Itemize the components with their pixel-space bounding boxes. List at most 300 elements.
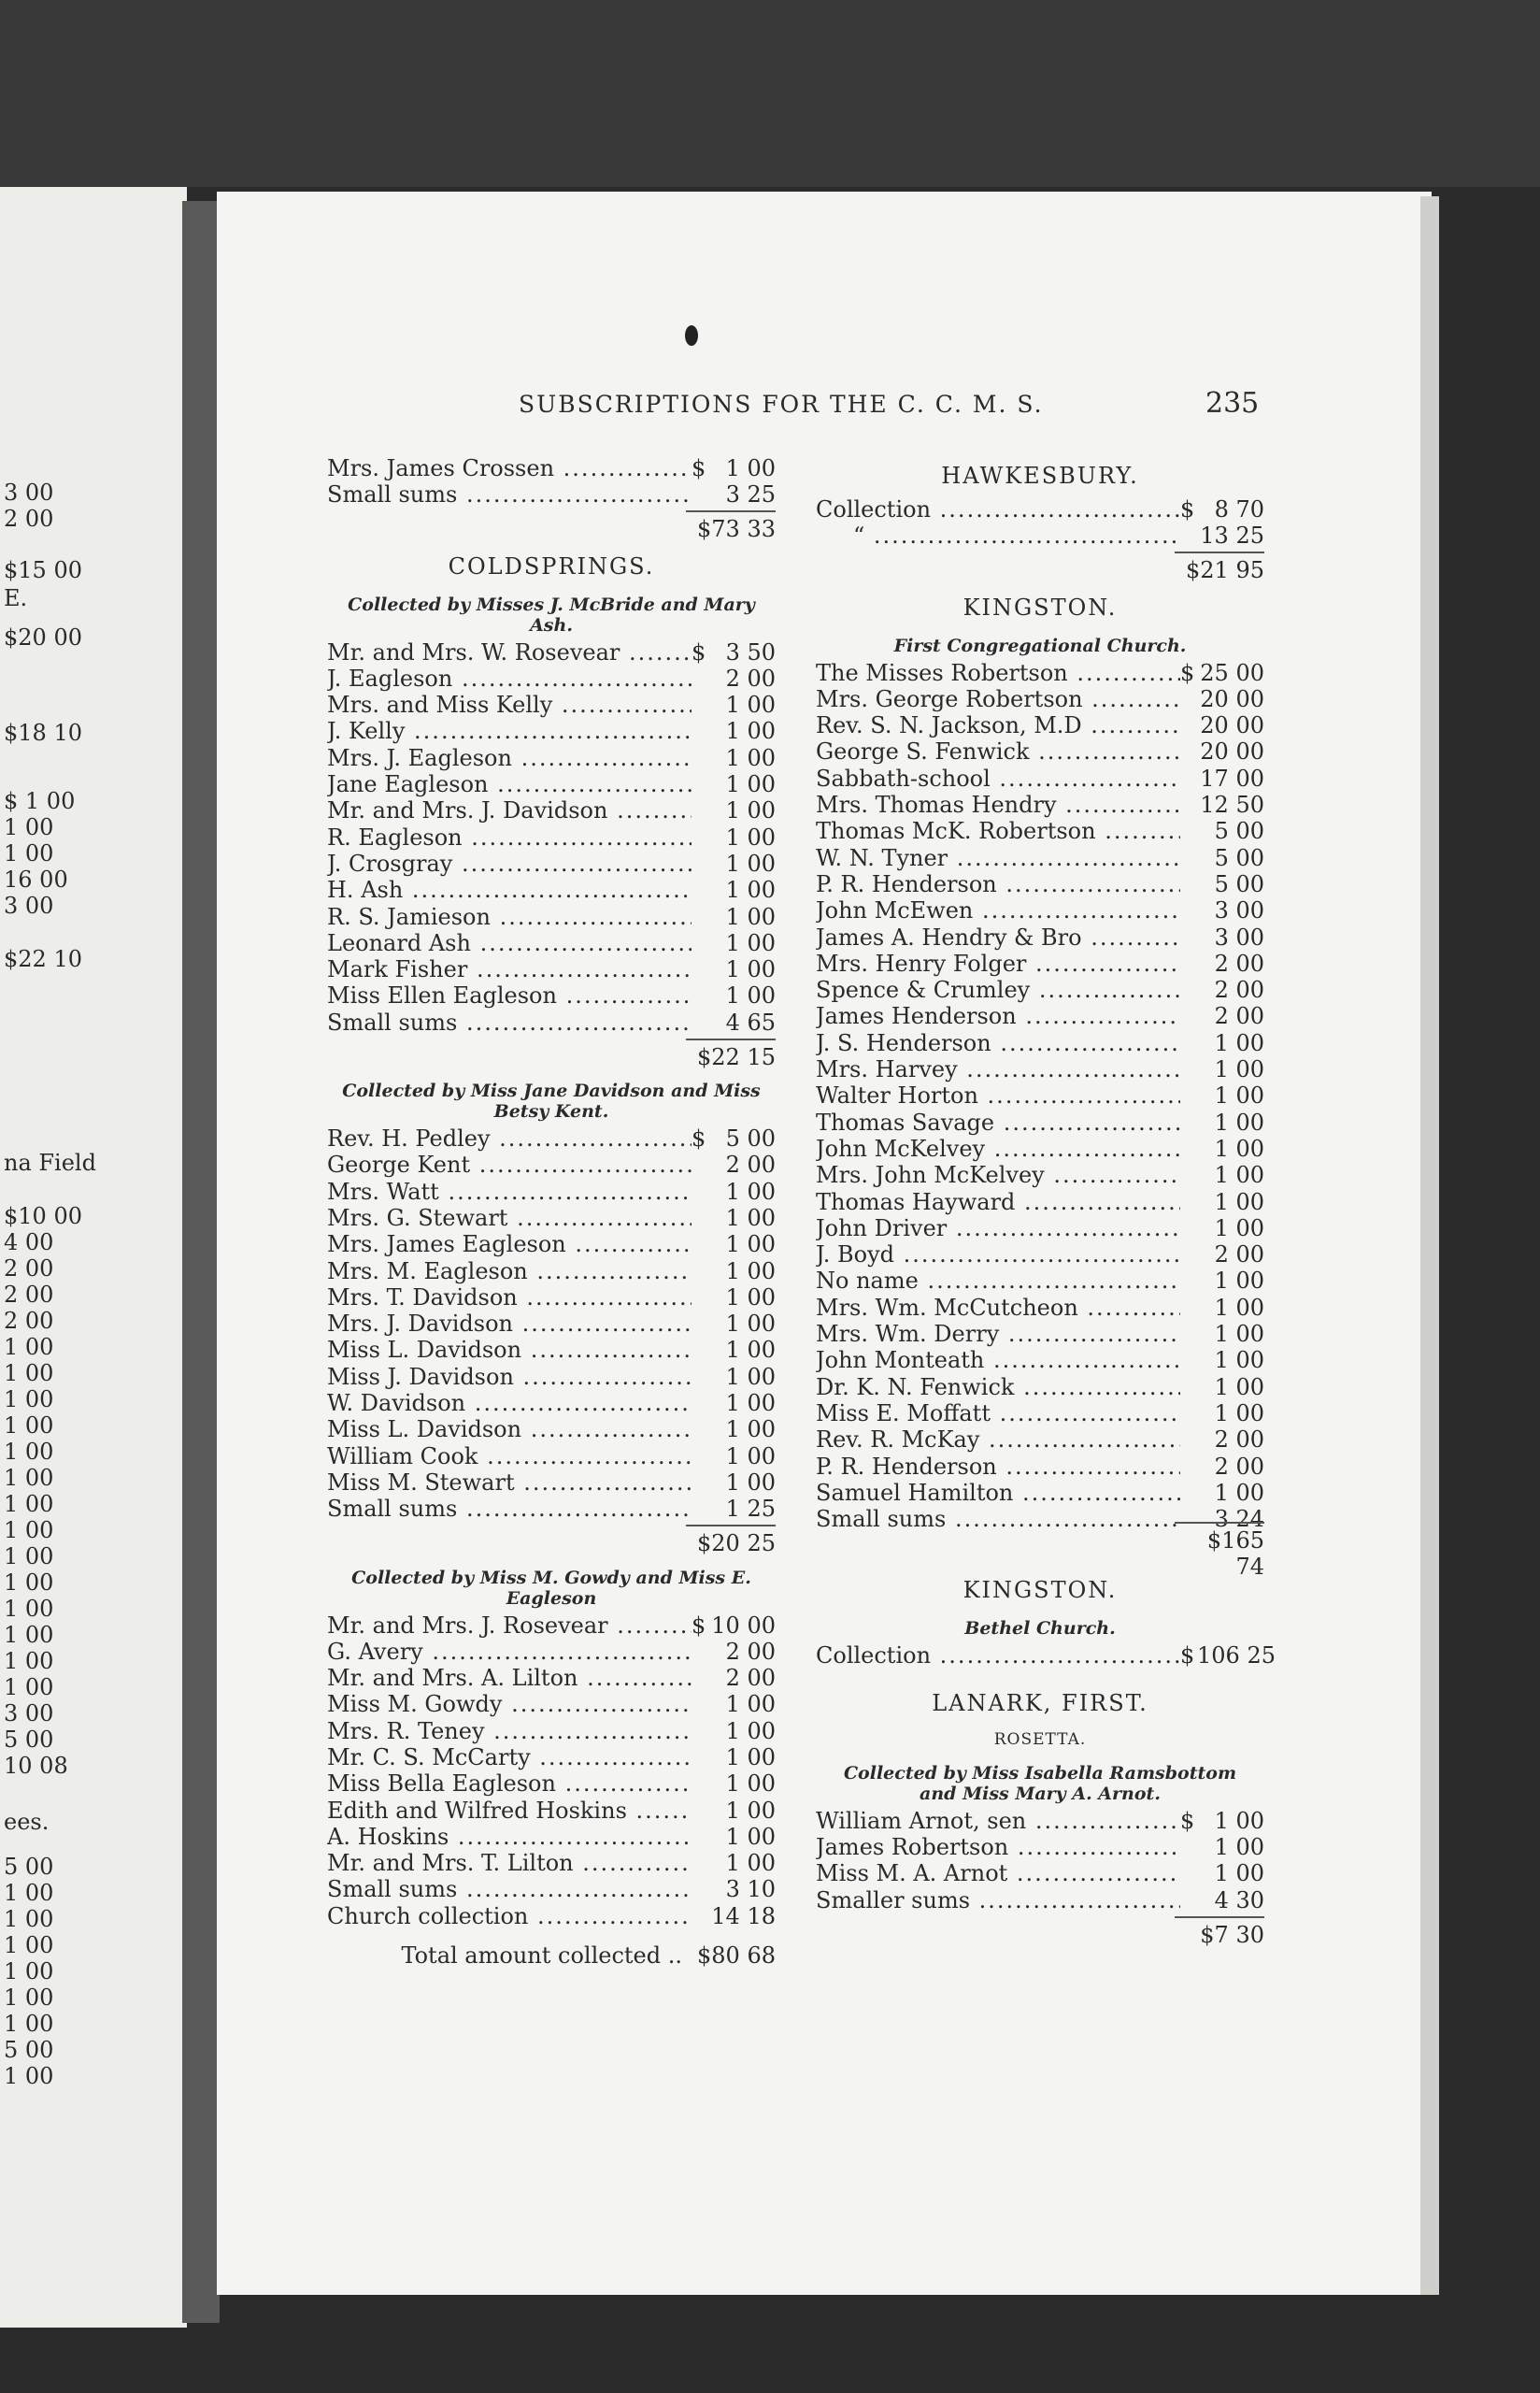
- subscriber-name: Mrs. R. Teney .....: [327, 1718, 692, 1744]
- running-header: SUBSCRIPTIONS FOR THE C. C. M. S.: [519, 391, 1044, 418]
- dollar-sign: $: [1180, 659, 1195, 686]
- amount: 1 00: [1214, 1214, 1264, 1241]
- subscription-row: [816, 1030, 1264, 1056]
- subscriber-name: Jane Eagleson .....: [327, 771, 692, 797]
- facing-page-fragment: 2 00: [4, 1255, 54, 1282]
- dollar-sign: [1180, 845, 1197, 871]
- facing-page-fragment: 2 00: [4, 1282, 54, 1308]
- group-total-2: $20 25: [327, 1523, 776, 1560]
- dollar-sign: [692, 1311, 708, 1337]
- dollar-sign: [1180, 1268, 1197, 1294]
- amount: 2 00: [1214, 1241, 1264, 1268]
- book-gutter: [182, 201, 220, 2323]
- amount: 1 00: [725, 850, 776, 877]
- amount: 1 00: [1214, 1860, 1264, 1887]
- section-heading-coldsprings: COLDSPRINGS.: [448, 552, 655, 580]
- grand-total-row: [327, 1942, 776, 1974]
- subscription-row: [816, 1642, 1276, 1669]
- dollar-sign: [692, 1744, 708, 1770]
- subscriber-name: Mrs. J. Davidson .....: [327, 1311, 692, 1337]
- subscriber-name: Mr. and Mrs. J. Davidson .....: [327, 797, 692, 824]
- grand-total-label: Total amount collected ..: [401, 1942, 682, 1970]
- amount: 10 00: [711, 1612, 776, 1639]
- subscriber-name: James A. Hendry & Bro .....: [816, 924, 1180, 951]
- subscriber-name: Mr. and Mrs. T. Lilton .....: [327, 1850, 692, 1876]
- subscriber-name: Rev. S. N. Jackson, M.D .....: [816, 712, 1180, 738]
- amount: 1 00: [1214, 1807, 1264, 1834]
- amount: 2 00: [725, 1152, 776, 1179]
- dollar-sign: [1180, 792, 1197, 818]
- subscriber-name: Mrs. Henry Folger .....: [816, 951, 1180, 977]
- amount: 1 00: [725, 1416, 776, 1443]
- dollar-sign: [1180, 1454, 1197, 1480]
- amount: 1 00: [725, 455, 776, 481]
- amount: 1 00: [1214, 1109, 1264, 1136]
- subscription-row: [816, 660, 1264, 686]
- facing-page-fragment: 1 00: [4, 1906, 54, 1932]
- page-edge: [1420, 196, 1439, 2295]
- amount: 3 00: [1214, 924, 1264, 951]
- amount: 2 00: [1214, 1426, 1264, 1454]
- amount: 4 65: [725, 1009, 776, 1036]
- subscription-row: [327, 1125, 776, 1152]
- subscription-row: [816, 1454, 1264, 1480]
- subscription-row: [327, 639, 776, 666]
- subscription-list-lanark: [816, 1808, 1264, 1913]
- subscriber-name: Mrs. George Robertson .....: [816, 686, 1180, 712]
- subscription-row: [816, 1808, 1264, 1834]
- dollar-sign: [1180, 951, 1197, 977]
- subscription-row: [327, 481, 776, 508]
- facing-page-fragment: 5 00: [4, 2037, 54, 2063]
- subscription-row: [816, 712, 1264, 738]
- subscription-row: [816, 1003, 1264, 1029]
- amount: 1 00: [725, 1469, 776, 1496]
- dollar-sign: [1180, 1887, 1197, 1913]
- kingston-first-total: $165 74: [816, 1532, 1264, 1569]
- amount: 1 00: [725, 718, 776, 745]
- dollar-sign: [1180, 1241, 1197, 1268]
- amount: 1 00: [725, 1390, 776, 1417]
- subscriber-name: Dr. K. N. Fenwick .....: [816, 1374, 1180, 1400]
- subscriber-name: P. R. Henderson .....: [816, 871, 1180, 897]
- amount: 1 00: [725, 1850, 776, 1877]
- facing-page-fragment: 1 00: [4, 1648, 54, 1674]
- amount: 17 00: [1200, 765, 1264, 792]
- dollar-sign: [1180, 686, 1197, 712]
- group-total-1: $22 15: [327, 1036, 776, 1073]
- facing-page-fragment: 16 00: [4, 867, 68, 893]
- column-right: [816, 455, 1276, 1951]
- amount: 1 00: [1214, 1321, 1264, 1348]
- subscription-row: [816, 738, 1264, 765]
- amount: 2 00: [725, 1665, 776, 1692]
- amount: 3 25: [725, 481, 776, 509]
- subscription-row: [816, 1189, 1264, 1215]
- subscription-row: [327, 797, 776, 824]
- amount: 1 00: [1214, 1399, 1264, 1426]
- dollar-sign: [692, 1850, 708, 1876]
- facing-page-fragment: 1 00: [4, 814, 54, 840]
- subscription-row: [327, 1179, 776, 1205]
- church-subheading-1: First Congregational Church.: [893, 635, 1187, 656]
- subscriber-name: W. N. Tyner .....: [816, 845, 1180, 871]
- amount: 20 00: [1200, 738, 1264, 766]
- amount: 5 00: [1214, 818, 1264, 845]
- dollar-sign: [692, 1496, 708, 1522]
- subscription-row: [327, 1010, 776, 1036]
- subscriber-name: Edith and Wilfred Hoskins .....: [327, 1798, 692, 1824]
- dollar-sign: [692, 1284, 708, 1311]
- subscriber-name: Leonard Ash .....: [327, 930, 692, 956]
- facing-page-fragment: 1 00: [4, 1334, 54, 1360]
- subscriber-name: George Kent .....: [327, 1152, 692, 1178]
- subscriber-name: Mark Fisher .....: [327, 956, 692, 982]
- subscriber-name: Smaller sums .....: [816, 1887, 1180, 1913]
- dollar-sign: $: [1180, 1642, 1195, 1669]
- amount: 20 00: [1200, 712, 1264, 739]
- amount: 1 00: [725, 956, 776, 983]
- subscriber-name: Church collection .....: [327, 1903, 692, 1929]
- subscriber-name: Miss J. Davidson .....: [327, 1364, 692, 1390]
- facing-page-fragment: 1 00: [4, 840, 54, 867]
- subscriber-name: Mrs. Thomas Hendry .....: [816, 792, 1180, 818]
- amount: 1 00: [1214, 1135, 1264, 1162]
- subscriber-name: J. Kelly .....: [327, 718, 692, 744]
- subscriber-name: No name .....: [816, 1268, 1180, 1294]
- dollar-sign: [692, 851, 708, 877]
- dollar-sign: [692, 1337, 708, 1363]
- dollar-sign: [692, 1639, 708, 1665]
- subscription-row: [327, 1364, 776, 1390]
- subscription-row: [327, 904, 776, 930]
- dollar-sign: [1180, 1136, 1197, 1162]
- subscriber-name: Mrs. T. Davidson .....: [327, 1284, 692, 1311]
- subscription-row: [816, 1834, 1264, 1860]
- subscription-row: [327, 1744, 776, 1770]
- amount: 2 00: [1214, 1003, 1264, 1030]
- subscription-row: [816, 1268, 1264, 1294]
- amount: 1 00: [725, 1442, 776, 1469]
- dollar-sign: [692, 824, 708, 851]
- amount: 1 00: [725, 1823, 776, 1850]
- facing-page-fragment: 1 00: [4, 1674, 54, 1700]
- subscriber-name: H. Ash .....: [327, 877, 692, 903]
- subscriber-name: Thomas Savage .....: [816, 1110, 1180, 1136]
- subscription-row: [816, 686, 1264, 712]
- amount: 20 00: [1200, 685, 1264, 712]
- facing-page-fragment: 1 00: [4, 1543, 54, 1569]
- subscription-row: [327, 1443, 776, 1469]
- subscription-row: [327, 824, 776, 851]
- dollar-sign: [1180, 897, 1197, 924]
- facing-page-fragment: na Field: [4, 1150, 96, 1176]
- dollar-sign: $: [692, 1612, 706, 1639]
- dollar-sign: [692, 1258, 708, 1284]
- dollar-sign: [1180, 1480, 1197, 1506]
- subscription-row: [816, 1860, 1264, 1886]
- dollar-sign: [692, 930, 708, 956]
- amount: 1 00: [725, 1743, 776, 1770]
- dollar-sign: [1180, 1400, 1197, 1426]
- dollar-sign: $: [692, 638, 706, 666]
- amount: 5 00: [1214, 870, 1264, 897]
- facing-page-fragment: 1 00: [4, 1360, 54, 1386]
- subscriber-name: Small sums .....: [327, 481, 692, 508]
- amount: 1 00: [725, 1691, 776, 1718]
- amount: 2 00: [725, 665, 776, 692]
- amount: 4 30: [1214, 1886, 1264, 1913]
- section-heading-hawkesbury: HAWKESBURY.: [941, 463, 1139, 489]
- subscriber-name: R. Eagleson .....: [327, 824, 692, 851]
- subscriber-name: Mrs. M. Eagleson .....: [327, 1258, 692, 1284]
- subscriber-name: Miss L. Davidson .....: [327, 1337, 692, 1363]
- amount: 1 00: [725, 877, 776, 904]
- subscriber-name: George S. Fenwick .....: [816, 738, 1180, 765]
- facing-page-fragment: 1 00: [4, 1386, 54, 1412]
- amount: 1 00: [725, 1311, 776, 1338]
- amount: 25 00: [1200, 659, 1264, 686]
- amount: 1 00: [1214, 1268, 1264, 1295]
- amount: 1 00: [1214, 1082, 1264, 1110]
- subscriber-name: Mr. and Mrs. A. Lilton .....: [327, 1665, 692, 1691]
- amount: 1 00: [725, 1717, 776, 1744]
- amount: 3 24: [1214, 1506, 1264, 1533]
- subscriber-name: James Robertson .....: [816, 1834, 1180, 1860]
- facing-page-fragment: 1 00: [4, 1880, 54, 1906]
- facing-page-fragment: 4 00: [4, 1229, 54, 1255]
- facing-page-fragment: $18 10: [4, 720, 82, 746]
- dollar-sign: [1180, 924, 1197, 951]
- dollar-sign: [1180, 1189, 1197, 1215]
- facing-page-fragment: 1 00: [4, 2011, 54, 2037]
- dollar-sign: [692, 1010, 708, 1036]
- section-heading-kingston: KINGSTON.: [962, 594, 1118, 621]
- subscription-list-1: [327, 639, 776, 1036]
- subscriber-name: Miss M. Gowdy .....: [327, 1691, 692, 1717]
- dollar-sign: [692, 1876, 708, 1902]
- dollar-sign: [1180, 818, 1197, 844]
- dollar-sign: [692, 1443, 708, 1469]
- subscriber-name: Mrs. James Eagleson .....: [327, 1231, 692, 1257]
- subscriber-name: Rev. H. Pedley .....: [327, 1125, 692, 1152]
- subscriber-name: William Cook .....: [327, 1443, 692, 1469]
- dollar-sign: $: [692, 1125, 706, 1153]
- dollar-sign: [692, 745, 708, 771]
- subscriber-name: Mrs. Wm. McCutcheon .....: [816, 1295, 1180, 1321]
- amount: 1 00: [725, 1797, 776, 1824]
- subscription-row: [816, 1887, 1264, 1913]
- amount: 1 00: [725, 1337, 776, 1364]
- subscription-row: [816, 766, 1264, 792]
- dollar-sign: [1180, 1030, 1197, 1056]
- facing-page-fragment: 3 00: [4, 1700, 54, 1727]
- facing-page-fragment: 2 00: [4, 1308, 54, 1334]
- dollar-sign: [692, 1718, 708, 1744]
- subscriber-name: J. Eagleson .....: [327, 666, 692, 692]
- dollar-sign: [692, 797, 708, 824]
- dollar-sign: $: [1180, 496, 1195, 523]
- subscriber-name: Mr. and Mrs. W. Rosevear .....: [327, 639, 692, 666]
- collector-note-3: Collected by Miss M. Gowdy and Miss E. Eagleson: [351, 1567, 751, 1609]
- facing-page-fragment: 2 00: [4, 506, 54, 532]
- subscription-row: [816, 871, 1264, 897]
- subscriber-name: Small sums .....: [327, 1496, 692, 1522]
- dollar-sign: [1180, 1110, 1197, 1136]
- subscription-row: [327, 930, 776, 956]
- facing-page-fragment: 3 00: [4, 480, 54, 506]
- dollar-sign: [692, 1179, 708, 1205]
- subscriber-name: Small sums .....: [327, 1010, 692, 1036]
- subscriber-name: John McEwen .....: [816, 897, 1180, 924]
- subscription-row: [816, 924, 1264, 951]
- subscriber-name: Mrs. Wm. Derry .....: [816, 1321, 1180, 1347]
- subscription-row: [816, 1136, 1264, 1162]
- subscription-row: [327, 1416, 776, 1442]
- church-subheading-3: ROSETTA.: [993, 1729, 1087, 1749]
- subscriber-name: P. R. Henderson .....: [816, 1454, 1180, 1480]
- subscription-row: [816, 1426, 1264, 1453]
- facing-page-fragment: $20 00: [4, 624, 82, 651]
- subscription-row: [816, 1162, 1264, 1188]
- subscription-row: [327, 1231, 776, 1257]
- subscriber-name: Mrs. J. Eagleson .....: [327, 745, 692, 771]
- subscription-row: [327, 1205, 776, 1231]
- subscriber-name: W. Davidson .....: [327, 1390, 692, 1416]
- subscriber-name: J. S. Henderson .....: [816, 1030, 1180, 1056]
- dollar-sign: [692, 1416, 708, 1442]
- subscriber-name: Spence & Crumley .....: [816, 977, 1180, 1003]
- subscriber-name: Miss L. Davidson .....: [327, 1416, 692, 1442]
- subscriber-name: Small sums .....: [327, 1876, 692, 1902]
- amount: 3 00: [1214, 897, 1264, 924]
- facing-page-fragment: 5 00: [4, 1727, 54, 1753]
- dollar-sign: [1180, 1834, 1197, 1860]
- subscription-row: [816, 977, 1264, 1003]
- amount: 1 00: [725, 982, 776, 1010]
- subscription-row: [327, 666, 776, 692]
- amount: 1 25: [725, 1496, 776, 1523]
- facing-page-fragment: 1 00: [4, 1985, 54, 2011]
- subscription-row: [816, 1110, 1264, 1136]
- dollar-sign: [692, 1665, 708, 1691]
- ink-mark: [685, 325, 698, 346]
- dollar-sign: [692, 904, 708, 930]
- lanark-total: $7 30: [816, 1913, 1264, 1951]
- dollar-sign: $: [1180, 1807, 1195, 1834]
- subscription-row: [816, 496, 1264, 523]
- subscription-row: [327, 1337, 776, 1363]
- dollar-sign: [692, 1364, 708, 1390]
- subscriber-name: William Arnot, sen .....: [816, 1808, 1180, 1834]
- dollar-sign: [692, 771, 708, 797]
- amount: 1 00: [1214, 1188, 1264, 1215]
- collector-note-2: Collected by Miss Jane Davidson and Miss Betsy Kent.: [342, 1081, 761, 1123]
- subscription-row: [816, 1082, 1264, 1109]
- subscription-row: [327, 851, 776, 877]
- dollar-sign: [692, 1770, 708, 1797]
- amount: 1 00: [1214, 1162, 1264, 1189]
- subscription-row: [327, 1665, 776, 1691]
- amount: 3 50: [725, 638, 776, 666]
- carryover-total: $73 33: [327, 509, 776, 546]
- subscription-row: [816, 1056, 1264, 1082]
- amount: 13 25: [1200, 523, 1264, 550]
- facing-page-fragment: $15 00: [4, 557, 82, 583]
- subscriber-name: Thomas Hayward .....: [816, 1189, 1180, 1215]
- subscription-row: [327, 1390, 776, 1416]
- subscriber-name: Mrs. John McKelvey .....: [816, 1162, 1180, 1188]
- subscription-row: [327, 745, 776, 771]
- amount: 1 00: [1214, 1347, 1264, 1374]
- subscription-row: [327, 1718, 776, 1744]
- facing-page-fragment: 5 00: [4, 1854, 54, 1880]
- subscription-row: [327, 1496, 776, 1522]
- subscription-row: [327, 1798, 776, 1824]
- dollar-sign: [1180, 1426, 1197, 1453]
- subscription-row: [327, 1691, 776, 1717]
- dollar-sign: $: [692, 455, 706, 481]
- subscription-row: [327, 1469, 776, 1496]
- dollar-sign: [1180, 1082, 1197, 1109]
- amount: 1 00: [725, 771, 776, 798]
- collector-note-lanark: Collected by Miss Isabella Ramsbottom and Miss Mary A. Arnot.: [843, 1762, 1237, 1804]
- facing-page-fragment: 1 00: [4, 2063, 54, 2089]
- amount: 1 00: [1214, 1833, 1264, 1860]
- subscription-row: [327, 1258, 776, 1284]
- amount: 5 00: [725, 1125, 776, 1153]
- dollar-sign: [692, 1691, 708, 1717]
- facing-page-fragment: 1 00: [4, 1596, 54, 1622]
- facing-page-fragment: 1 00: [4, 1491, 54, 1517]
- subscriber-name: A. Hoskins .....: [327, 1824, 692, 1850]
- subscriber-name: Mrs. and Miss Kelly .....: [327, 692, 692, 718]
- subscriber-name: J. Boyd .....: [816, 1241, 1180, 1268]
- subscriber-name: Collection .....: [816, 1642, 1180, 1669]
- dollar-sign: [1180, 712, 1197, 738]
- facing-page-fragment: 1 00: [4, 1465, 54, 1491]
- amount: 5 00: [1214, 844, 1264, 871]
- subscription-list-kingston-first: [816, 660, 1264, 1533]
- dollar-sign: [1180, 766, 1197, 792]
- dollar-sign: [692, 1390, 708, 1416]
- subscription-row: [816, 897, 1264, 924]
- amount: 1 00: [725, 929, 776, 956]
- dollar-sign: [1180, 738, 1197, 765]
- subscription-row: [327, 1903, 776, 1929]
- subscription-row: [327, 1770, 776, 1797]
- subscriber-name: Mrs. James Crossen .....: [327, 455, 692, 481]
- scan-background-top: [0, 0, 1540, 187]
- subscriber-name: Miss Bella Eagleson .....: [327, 1770, 692, 1797]
- subscription-row: [816, 1321, 1264, 1347]
- subscription-row: [327, 692, 776, 718]
- carryover-list: [327, 455, 776, 509]
- subscription-row: [816, 1400, 1264, 1426]
- amount: 1 00: [1214, 1294, 1264, 1321]
- subscription-row: [327, 718, 776, 744]
- dollar-sign: [692, 1903, 708, 1929]
- subscription-row: [327, 1612, 776, 1639]
- subscriber-name: John Driver .....: [816, 1215, 1180, 1241]
- subscription-row: [327, 877, 776, 903]
- amount: 1 00: [1214, 1056, 1264, 1083]
- subscription-row: [816, 951, 1264, 977]
- amount: 1 00: [725, 1363, 776, 1390]
- subscriber-name: Miss M. Stewart .....: [327, 1469, 692, 1496]
- amount: 2 00: [1214, 1453, 1264, 1480]
- amount: 106 25: [1197, 1642, 1276, 1669]
